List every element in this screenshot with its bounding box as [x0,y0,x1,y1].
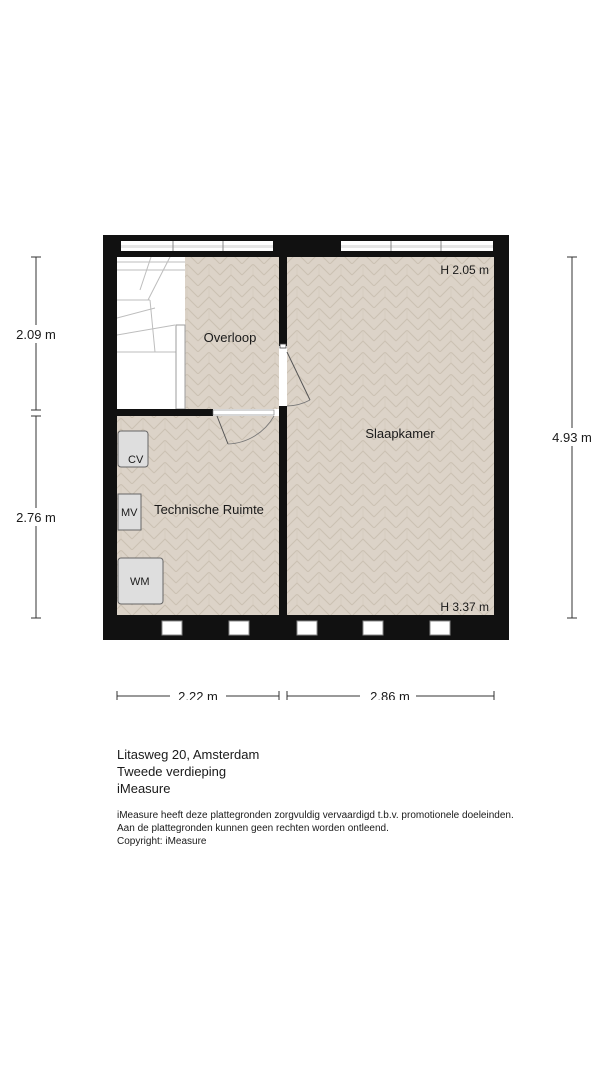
dim-left-lower: 2.76 m [16,510,56,525]
property-info [117,746,259,797]
window-top-left [121,241,273,251]
dim-bottom-right: 2.86 m [370,689,410,700]
cv-label: CV [128,454,144,466]
height-label-top: H 2.05 m [440,263,489,277]
floor-name: Tweede verdieping [117,764,227,779]
disclaimer [117,809,514,848]
disclaimer-line-2: Aan de plattegronden kunnen geen rechten worden ontleend. [117,823,389,834]
cv-unit [118,431,148,467]
height-label-bottom: H 3.37 m [440,600,489,614]
dim-left-upper: 2.09 m [16,327,56,342]
copyright: Copyright: iMeasure [117,836,207,847]
wm-label: WM [130,576,150,588]
staircase [117,257,185,409]
window-top-right [341,241,493,251]
wm-unit [118,558,163,604]
dim-right-total: 4.93 m [552,430,592,445]
mv-label: MV [121,507,138,519]
room-label-technische-ruimte: Technische Ruimte [154,502,264,517]
address: Litasweg 20, Amsterdam [117,747,260,762]
room-label-overloop: Overloop [203,330,257,345]
company-name: iMeasure [117,781,171,796]
mv-unit [118,494,141,530]
disclaimer-line-1: iMeasure heeft deze plattegronden zorgvuldig vervaardigd t.b.v. promotionele doeleinden. [117,810,514,821]
room-label-slaapkamer: Slaapkamer [365,426,435,441]
dim-bottom-left: 2.22 m [178,689,218,700]
